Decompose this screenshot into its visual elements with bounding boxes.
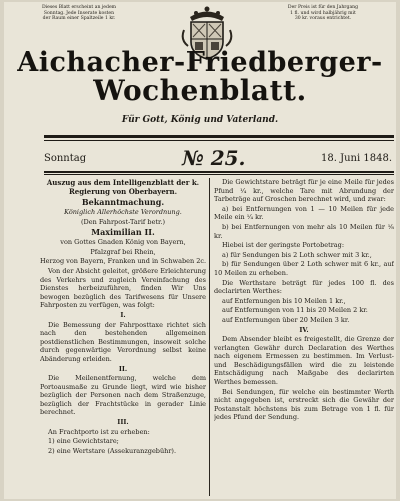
section-title: Bekanntmachung. bbox=[81, 197, 165, 207]
issue-day: Sonntag bbox=[44, 153, 87, 164]
paragraph: Bei Sendungen, für welche ein bestimmter Werth nicht angegeben ist, erstreckt sich die Gewähr der Postanstalt höchstens bis zum Betrage von 1 fl. für jedes Pfund der Sendung. bbox=[214, 387, 394, 422]
top-rule-thin bbox=[44, 140, 394, 141]
paragraph: Hiebei ist der geringste Portobetrag: bbox=[222, 241, 345, 250]
subscription-notice-left: Dieses Blatt erscheint an jedem Sonntag. Jede Inserate kosten der Raum einer Spaltzeile 1 kr. bbox=[41, 5, 117, 22]
issue-number: № 25. bbox=[182, 146, 246, 170]
list-item: a) für Sendungen bis 2 Loth schwer mit 3 kr., bbox=[222, 250, 372, 259]
column-divider bbox=[209, 178, 210, 496]
dateline bbox=[44, 146, 394, 171]
list-item: auf Entfernungen bis 10 Meilen 1 kr., bbox=[222, 296, 346, 305]
masthead-title-line1: Aichacher-Friedberger- bbox=[17, 47, 383, 78]
section-number: III. bbox=[117, 418, 129, 427]
issue-date: 18. Juni 1848. bbox=[321, 153, 392, 164]
subscription-notice-right: Der Preis ist für den Jahrgang 1 fl. und wird halbjährig mit 30 kr. voraus entrichtet. bbox=[287, 5, 359, 22]
bottom-rule-thin bbox=[44, 174, 394, 175]
masthead-motto: Für Gott, König und Vaterland. bbox=[121, 115, 279, 125]
list-item: auf Entfernungen von 11 bis 20 Meilen 2 kr. bbox=[222, 306, 368, 315]
list-item: b) für Sendungen über 2 Loth schwer mit 6 kr., auf 10 Meilen zu erheben. bbox=[214, 260, 394, 277]
paragraph: Die Meilenentfernung, welche dem Portoausmaße zu Grunde liegt, wird wie bisher bezüglich der Personen nach dem Straßenzuge, bezüglich der Frachtstücke in gerader Linie berechnet. bbox=[40, 374, 206, 417]
paragraph: Die Werthstare beträgt für jedes 100 fl. des declarirten Werthes: bbox=[214, 278, 394, 296]
list-item: 1) eine Gewichtstare; bbox=[48, 437, 119, 446]
king-title-line: Herzog von Bayern, Franken und in Schwaben 2c. bbox=[40, 257, 206, 266]
left-column bbox=[40, 178, 206, 496]
ordinance-note: (Den Fahrpost-Tarif betr.) bbox=[80, 217, 166, 226]
masthead-title-line2: Wochenblatt. bbox=[93, 74, 307, 107]
section-number: II. bbox=[118, 364, 128, 373]
list-item: 2) eine Wertstare (Assekuranzgebühr). bbox=[48, 446, 177, 455]
article-heading: Auszug aus dem Intelligenzblatt der k. Regierung von Oberbayern. bbox=[46, 178, 200, 196]
right-column bbox=[214, 178, 394, 496]
king-title-line: Pfalzgraf bei Rhein, bbox=[90, 247, 156, 256]
paragraph: Die Bemessung der Fahrposttaxe richtet sich nach den bestehenden allgemeinen postdienstlichen Bestimmungen, insoweit solche durch gegenwärtige Verordnung selbst keine Abänderung erleiden. bbox=[40, 320, 206, 363]
intro-paragraph: Von der Absicht geleitet, größere Erleichterung des Verkehrs und zugleich Vereinfachung des Dienstes herbeizuführen, finden Wir Uns bewogen bezüglich des Tarifwesens für Unsere Fahrposten zu verfügen, was folgt: bbox=[40, 266, 206, 310]
list-item: b) bei Entfernungen von mehr als 10 Meilen für ¹⁄₈ kr. bbox=[214, 222, 394, 240]
king-name: Maximilian II. bbox=[91, 227, 155, 238]
list-item: auf Entfernungen über 20 Meilen 3 kr. bbox=[222, 315, 350, 324]
paragraph: Die Gewichtstare beträgt für je eine Meile für jedes Pfund ¹⁄₄ kr., welche Tare mit Abrundung der Tarbeträge auf Groschen berechnet wird, und zwar: bbox=[214, 178, 394, 204]
bottom-rule-thick bbox=[44, 171, 394, 173]
king-title-line: von Gottes Gnaden König von Bayern, bbox=[60, 238, 186, 247]
section-number: IV. bbox=[299, 325, 309, 334]
list-item: a) bei Entfernungen von 1 — 10 Meilen für jede Meile ein ¹⁄₄ kr. bbox=[214, 204, 394, 222]
section-number: I. bbox=[120, 310, 126, 319]
top-rule-thick bbox=[44, 135, 394, 138]
ordinance-subtitle: Königlich Allerhöchste Verordnung. bbox=[64, 208, 182, 216]
paragraph: Dem Absender bleibt es freigestellt, die Grenze der verlangten Gewähr durch Declaration des Werthes nach eigenem Ermessen zu bestimmen. Im Verlust- und Beschädigungsfällen wird die zu leistende Entschädigung nach Maßgabe des declarirten Werthes bemessen. bbox=[214, 335, 394, 387]
newspaper-page bbox=[4, 2, 396, 499]
paragraph: An Frachtporto ist zu erheben: bbox=[48, 427, 150, 436]
